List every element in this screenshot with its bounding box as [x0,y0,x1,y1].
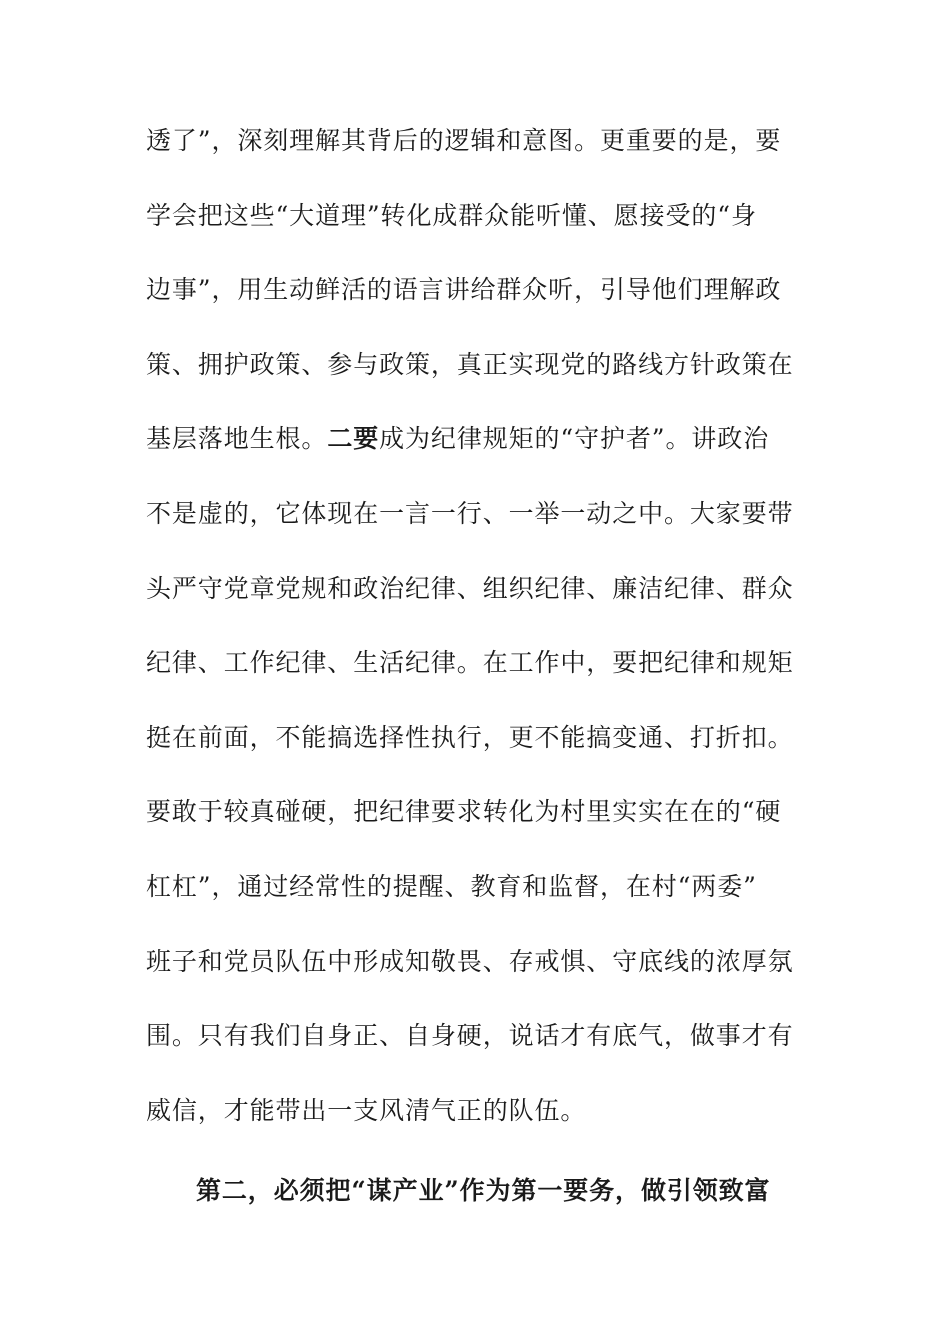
text-line: 纪律、工作纪律、生活纪律。在工作中，要把纪律和规矩 [146,648,794,678]
text-fragment: 基层落地生根。 [146,424,328,454]
text-fragment: 成为纪律规矩的“守护者”。讲政治 [379,424,770,454]
text-line: 围。只有我们自身正、自身硬，说话才有底气，做事才有 [146,1021,794,1051]
bold-point-marker: 二要 [327,424,380,454]
text-line: 策、拥护政策、参与政策，真正实现党的路线方针政策在 [146,349,794,379]
text-line: 班子和党员队伍中形成知敬畏、存戒惧、守底线的浓厚氛 [146,946,794,976]
text-line: 学会把这些“大道理”转化成群众能听懂、愿接受的“身 [146,200,757,230]
text-line: 不是虚的，它体现在一言一行、一举一动之中。大家要带 [146,498,794,528]
text-line: 要敢于较真碰硬，把纪律要求转化为村里实实在在的“硬 [146,797,782,827]
text-line: 边事”，用生动鲜活的语言讲给群众听，引导他们理解政 [146,275,782,305]
text-line: 挺在前面，不能搞选择性执行，更不能搞变通、打折扣。 [146,722,794,752]
text-line: 头严守党章党规和政治纪律、组织纪律、廉洁纪律、群众 [146,573,794,603]
text-line: 威信，才能带出一支风清气正的队伍。 [146,1095,587,1125]
section-heading: 第二，必须把“谋产业”作为第一要务，做引领致富 [196,1176,771,1205]
body-paragraph [146,120,794,1164]
text-line: 透了”，深刻理解其背后的逻辑和意图。更重要的是，要 [146,126,782,155]
text-line: 杠杠”，通过经常性的提醒、教育和监督，在村“两委” [146,871,757,901]
text-line [146,418,786,493]
